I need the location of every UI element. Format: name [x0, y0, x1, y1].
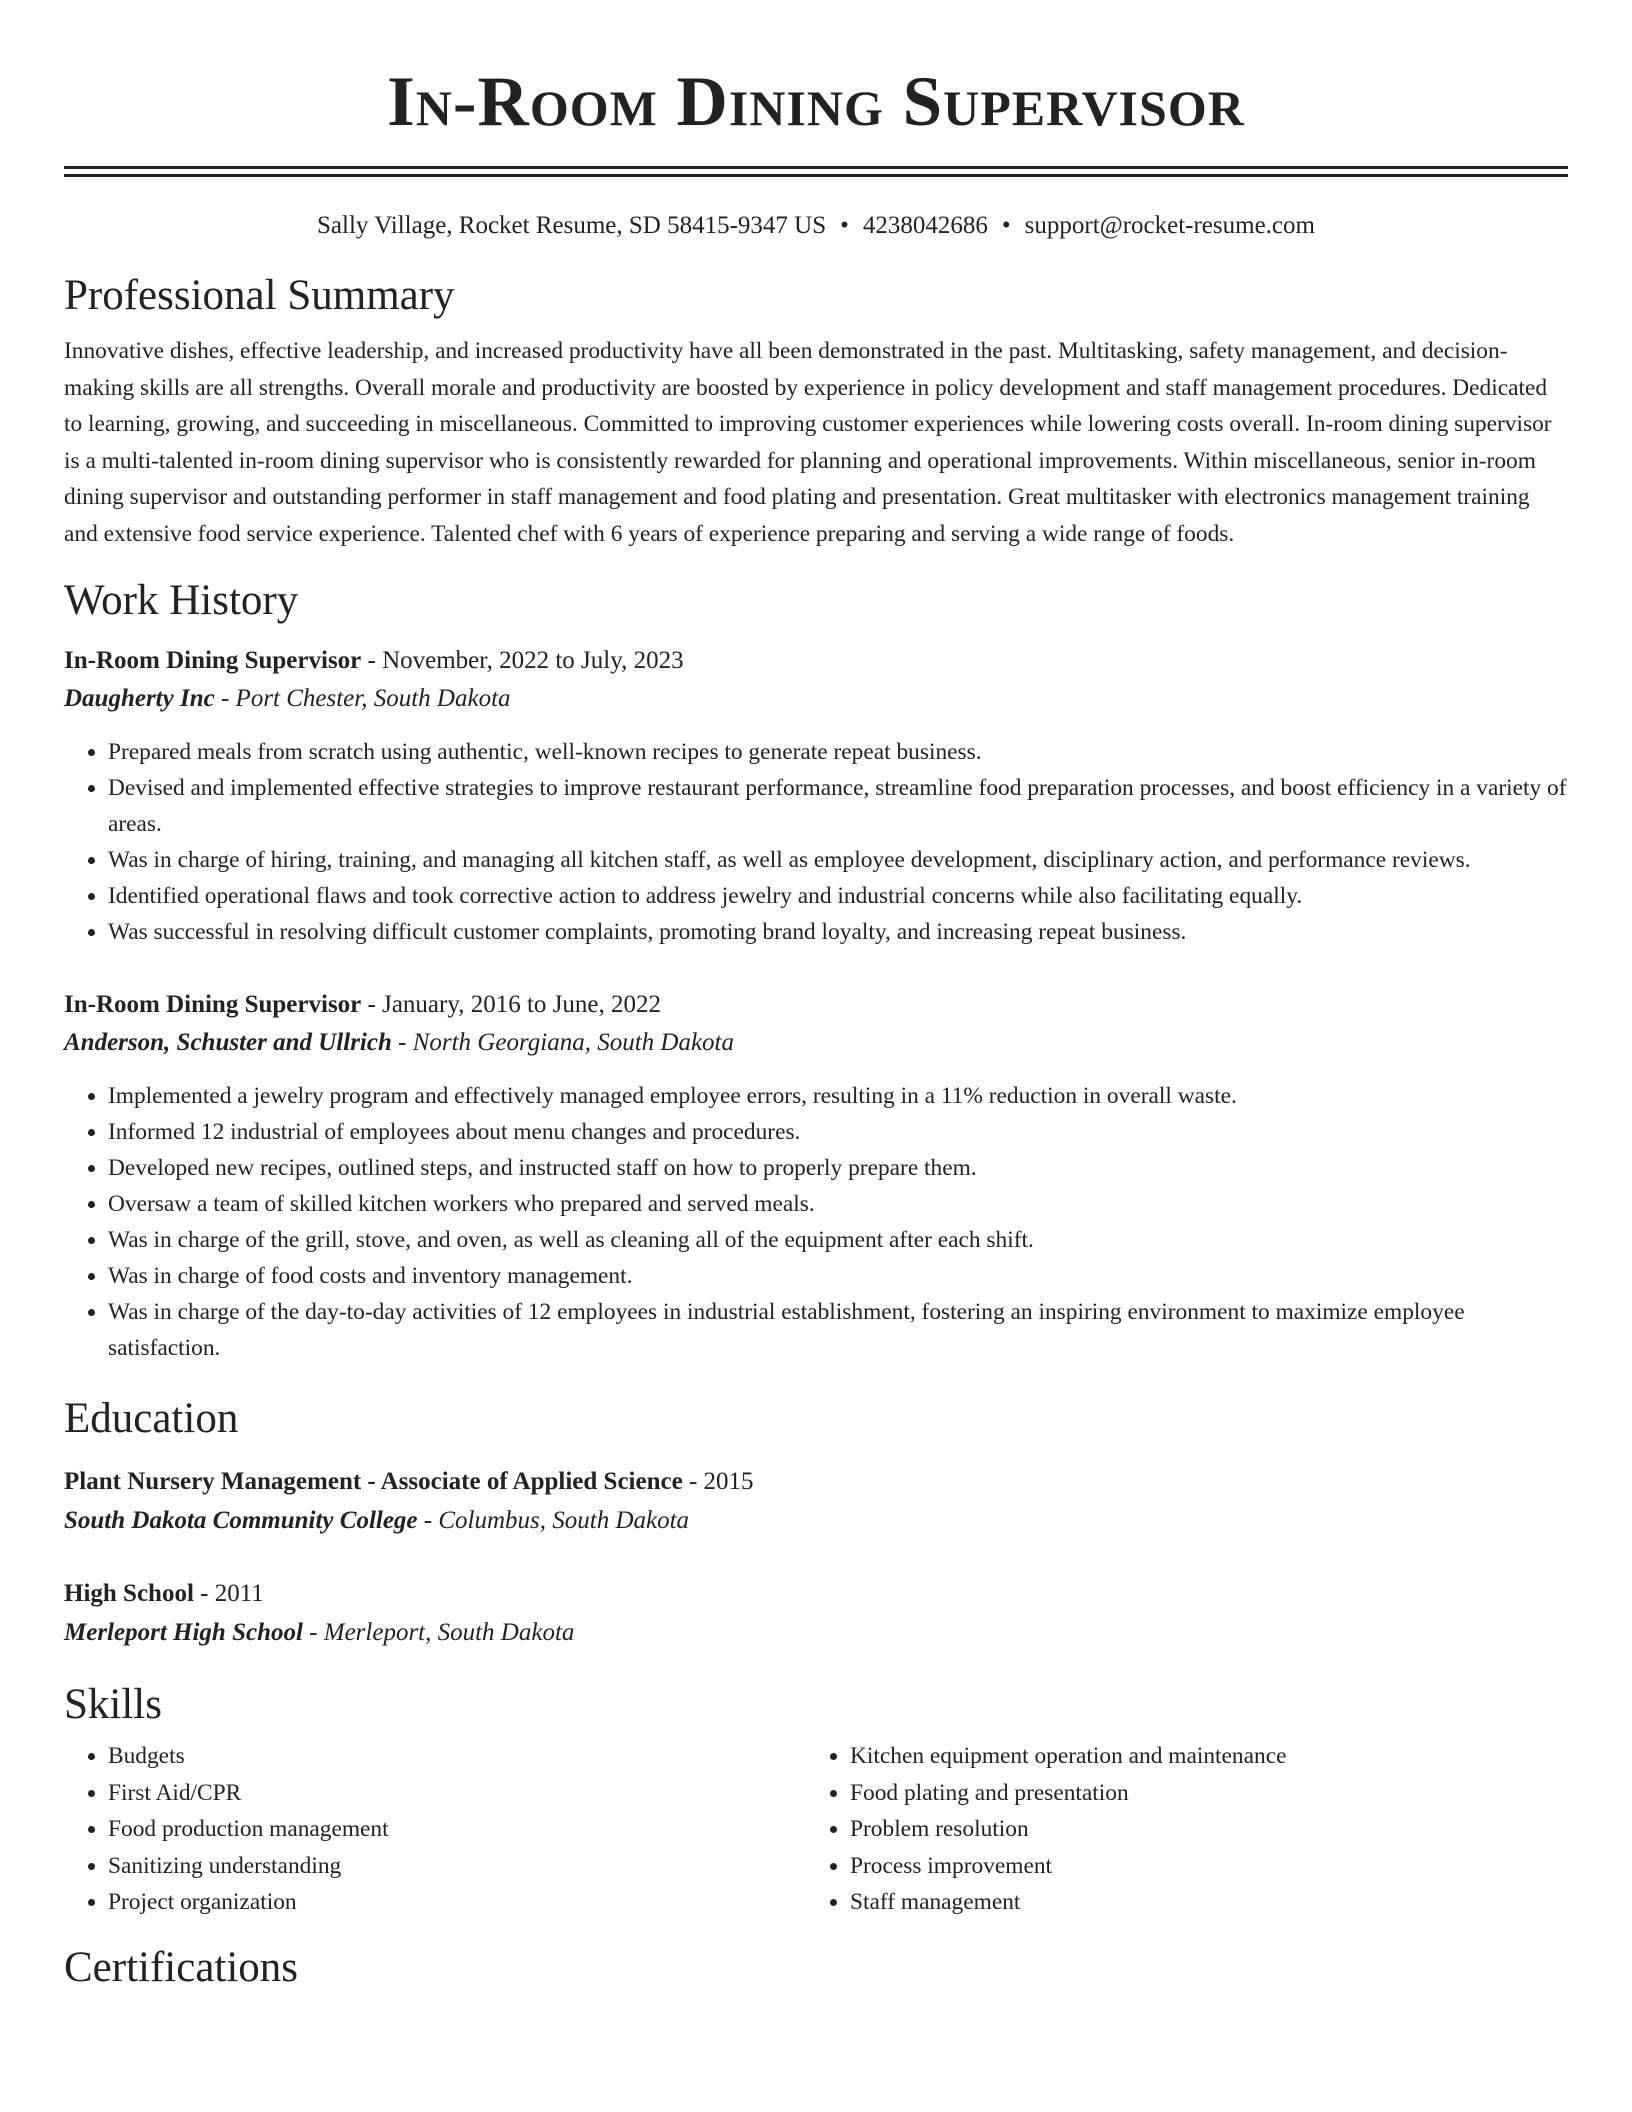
job-title: In-Room Dining Supervisor — [64, 647, 362, 674]
list-item: • Process improvement — [850, 1848, 1548, 1885]
contact-email: support@rocket-resume.com — [1024, 212, 1315, 239]
list-item: • Kitchen equipment operation and maintenance — [850, 1738, 1548, 1775]
school-line — [64, 1502, 1568, 1540]
skills-column-left — [64, 1738, 806, 1921]
school-location: - Merleport, South Dakota — [302, 1619, 575, 1646]
skills-grid — [64, 1738, 1568, 1921]
skills-list — [806, 1738, 1548, 1921]
job-title: In-Room Dining Supervisor — [64, 991, 362, 1018]
skills-heading: Skills — [64, 1681, 162, 1728]
degree-line — [64, 1574, 1568, 1614]
list-item: • Problem resolution — [850, 1811, 1548, 1848]
skills-section — [64, 1680, 1568, 1921]
list-item: • Was successful in resolving difficult customer complaints, promoting brand loyalty, and increasing repeat business. — [108, 914, 1568, 950]
education-entry — [64, 1462, 1568, 1540]
list-item: • Was in charge of the grill, stove, and oven, as well as cleaning all of the equipment after each shift. — [108, 1222, 1568, 1258]
employer-line — [64, 1024, 1568, 1062]
employer-location: - Port Chester, South Dakota — [214, 685, 511, 712]
degree-name: High School — [64, 1580, 194, 1607]
job-title-line — [64, 642, 1568, 680]
contact-address: Sally Village, Rocket Resume, SD 58415-9347 US — [317, 212, 827, 239]
summary-text: Innovative dishes, effective leadership, and increased productivity have all been demonstrated in the past. Multitasking, safety management, and decision-making skills are all strengths. Overall morale and productivity are boosted by experience in policy development and staff management procedures. Dedicated to learning, growing, and succeeding in miscellaneous. Committed to improving customer experiences while lowering costs overall. In-room dining supervisor is a multi-talented in-room dining supervisor who is consistently rewarded for planning and operational improvements. Within miscellaneous, senior in-room dining supervisor and outstanding performer in staff management and food plating and presentation. Great multitasker with electronics management training and extensive food service experience. Talented chef with 6 years of experience preparing and serving a wide range of foods. — [64, 338, 1552, 547]
list-item: • Devised and implemented effective strategies to improve restaurant performance, streamline food preparation processes, and boost efficiency in a variety of areas. — [108, 770, 1568, 842]
list-item: • Was in charge of hiring, training, and managing all kitchen staff, as well as employee development, disciplinary action, and performance reviews. — [108, 842, 1568, 878]
list-item: • Project organization — [108, 1884, 806, 1921]
resume-page — [64, 0, 1568, 1993]
contact-line — [64, 211, 1568, 241]
degree-name: Plant Nursery Management - Associate of Applied Science — [64, 1468, 683, 1495]
summary-heading: Professional Summary — [64, 272, 455, 319]
job-entry — [64, 986, 1568, 1366]
job-dates: - January, 2016 to June, 2022 — [361, 991, 661, 1018]
list-item: • First Aid/CPR — [108, 1775, 806, 1812]
list-item: • Budgets — [108, 1738, 806, 1775]
list-item: • Identified operational flaws and took corrective action to address jewelry and industrial concerns while also facilitating equally. — [108, 878, 1568, 914]
list-item: • Staff management — [850, 1884, 1548, 1921]
resume-name: In-Room Dining Supervisor — [387, 63, 1245, 141]
list-item: • Implemented a jewelry program and effectively managed employee errors, resulting in a 11% reduction in overall waste. — [108, 1078, 1568, 1114]
list-item: • Was in charge of food costs and inventory management. — [108, 1258, 1568, 1294]
contact-phone: 4238042686 — [862, 212, 988, 239]
school-name: South Dakota Community College — [64, 1507, 418, 1534]
job-dates: - November, 2022 to July, 2023 — [361, 647, 684, 674]
certifications-heading: Certifications — [64, 1943, 299, 1991]
list-item: • Informed 12 industrial of employees about menu changes and procedures. — [108, 1114, 1568, 1150]
list-item: • Oversaw a team of skilled kitchen workers who prepared and served meals. — [108, 1186, 1568, 1222]
skills-list — [64, 1738, 806, 1921]
list-item: • Prepared meals from scratch using authentic, well-known recipes to generate repeat business. — [108, 734, 1568, 770]
list-item: • Was in charge of the day-to-day activities of 12 employees in industrial establishment, fostering an inspiring environment to maximize employee satisfaction. — [108, 1294, 1568, 1366]
summary-section — [64, 271, 1568, 552]
skills-column-right — [806, 1738, 1548, 1921]
job-title-line — [64, 986, 1568, 1024]
work-history-heading: Work History — [64, 577, 299, 624]
degree-year: - 2015 — [682, 1468, 754, 1495]
contact-separator: • — [1001, 212, 1011, 239]
job-entry — [64, 642, 1568, 950]
job-duties-list — [64, 1078, 1568, 1366]
school-line — [64, 1614, 1568, 1652]
education-entry — [64, 1574, 1568, 1652]
employer-line — [64, 680, 1568, 718]
education-heading: Education — [64, 1395, 239, 1442]
job-duties-list — [64, 734, 1568, 950]
work-history-section — [64, 576, 1568, 1366]
employer-location: - North Georgiana, South Dakota — [391, 1029, 734, 1056]
list-item: • Food production management — [108, 1811, 806, 1848]
list-item: • Sanitizing understanding — [108, 1848, 806, 1885]
contact-separator: • — [840, 212, 849, 239]
list-item: • Developed new recipes, outlined steps, and instructed staff on how to properly prepare them. — [108, 1150, 1568, 1186]
employer-name: Anderson, Schuster and Ullrich — [64, 1029, 392, 1056]
list-item: • Food plating and presentation — [850, 1775, 1548, 1812]
school-location: - Columbus, South Dakota — [417, 1507, 690, 1534]
degree-year: - 2011 — [193, 1580, 264, 1607]
school-name: Merleport High School — [64, 1619, 303, 1646]
header-divider — [64, 166, 1568, 177]
degree-line — [64, 1462, 1568, 1502]
employer-name: Daugherty Inc — [64, 685, 215, 712]
education-section — [64, 1394, 1568, 1652]
certifications-section — [64, 1943, 1568, 1993]
